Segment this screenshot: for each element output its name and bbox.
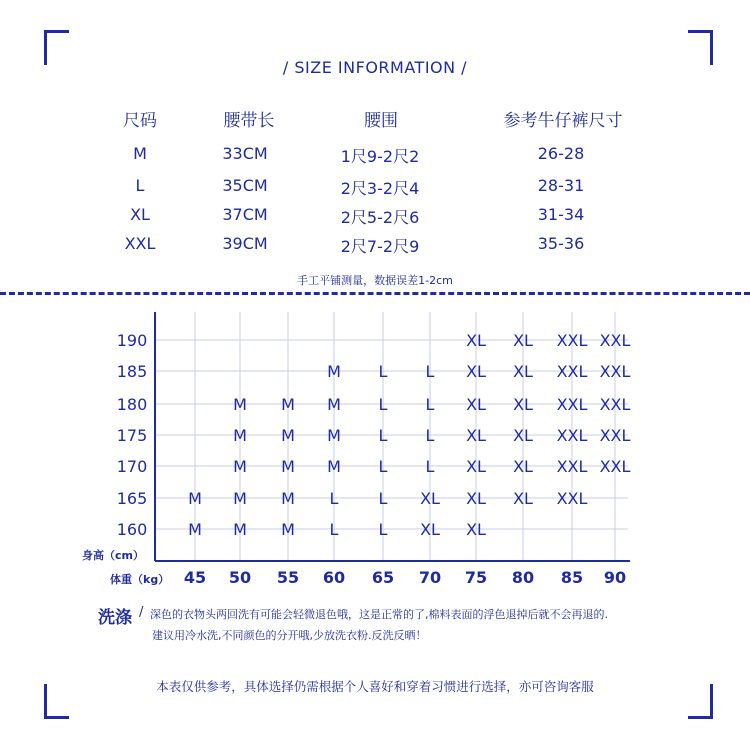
y-tick-label: 165 xyxy=(116,489,148,508)
page-title: / SIZE INFORMATION / xyxy=(282,58,468,77)
size-cell: M xyxy=(327,362,341,381)
wash-instructions-line-2: 建议用冷水洗,不同颜色的分开哦,少放洗衣粉.反洗反晒！ xyxy=(152,629,427,642)
size-table-cell: 31-34 xyxy=(537,205,585,224)
x-tick-label: 80 xyxy=(511,568,535,587)
size-cell: XL xyxy=(466,489,486,508)
size-cell: M xyxy=(233,457,247,476)
measurement-note: 手工平铺测量，数据误差1-2cm xyxy=(297,274,453,287)
size-cell: XL xyxy=(513,362,533,381)
size-cell: L xyxy=(378,489,388,508)
size-cell: L xyxy=(378,426,388,445)
size-table-header: 腰围 xyxy=(364,111,398,131)
size-cell: XXL xyxy=(556,489,588,508)
x-tick-label: 65 xyxy=(371,568,395,587)
size-cell: XL xyxy=(466,457,486,476)
size-cell: XXL xyxy=(599,331,631,350)
size-table-cell: 37CM xyxy=(222,205,268,224)
size-cell: XL xyxy=(513,426,533,445)
size-table-cell: 2尺3-2尺4 xyxy=(340,179,420,198)
x-axis-label: 体重（kg） xyxy=(110,573,170,586)
size-cell: XL xyxy=(513,331,533,350)
y-axis-label: 身高（cm） xyxy=(82,549,144,562)
y-tick-label: 180 xyxy=(116,395,148,414)
size-cell: M xyxy=(233,426,247,445)
size-cell: XL xyxy=(466,395,486,414)
size-table-cell: 2尺5-2尺6 xyxy=(340,208,420,227)
wash-label: 洗涤 xyxy=(98,608,132,628)
size-table-cell: 2尺7-2尺9 xyxy=(340,237,420,256)
size-cell: XL xyxy=(466,520,486,539)
size-cell: M xyxy=(188,520,202,539)
size-table-header: 腰带长 xyxy=(223,111,275,131)
size-cell: XL xyxy=(466,426,486,445)
size-cell: L xyxy=(329,520,339,539)
size-table-cell: 33CM xyxy=(222,144,268,163)
size-cell: L xyxy=(378,520,388,539)
size-cell: L xyxy=(425,426,435,445)
size-cell: XL xyxy=(466,331,486,350)
size-table-header: 尺码 xyxy=(123,111,157,131)
size-cell: M xyxy=(188,489,202,508)
x-tick-label: 90 xyxy=(603,568,627,587)
size-cell: XL xyxy=(466,362,486,381)
footer-note: 本表仅供参考，具体选择仍需根据个人喜好和穿着习惯进行选择，亦可咨询客服 xyxy=(156,679,594,694)
size-cell: L xyxy=(425,362,435,381)
x-tick-label: 60 xyxy=(322,568,346,587)
x-tick-label: 55 xyxy=(276,568,300,587)
size-cell: M xyxy=(233,489,247,508)
size-cell: XXL xyxy=(556,395,588,414)
wash-slash: / xyxy=(139,605,144,620)
size-table-cell: L xyxy=(135,176,145,195)
size-table-cell: 35-36 xyxy=(537,234,585,253)
size-cell: M xyxy=(327,426,341,445)
size-cell: M xyxy=(233,520,247,539)
size-cell: XXL xyxy=(599,395,631,414)
y-tick-label: 160 xyxy=(116,520,148,539)
size-cell: XL xyxy=(513,395,533,414)
y-tick-label: 185 xyxy=(116,362,148,381)
size-cell: XL xyxy=(513,457,533,476)
size-cell: M xyxy=(327,395,341,414)
x-tick-label: 70 xyxy=(418,568,442,587)
y-tick-label: 190 xyxy=(116,331,148,350)
size-cell: M xyxy=(281,457,295,476)
x-tick-label: 85 xyxy=(560,568,584,587)
size-cell: M xyxy=(281,520,295,539)
size-cell: M xyxy=(327,457,341,476)
size-cell: XXL xyxy=(599,426,631,445)
x-tick-label: 75 xyxy=(464,568,488,587)
size-cell: L xyxy=(378,395,388,414)
size-cell: L xyxy=(425,457,435,476)
y-tick-label: 175 xyxy=(116,426,148,445)
size-cell: M xyxy=(281,426,295,445)
size-cell: L xyxy=(378,362,388,381)
size-table-cell: M xyxy=(133,144,147,163)
size-cell: XXL xyxy=(599,457,631,476)
size-cell: XXL xyxy=(556,331,588,350)
wash-instructions-line-1: 深色的衣物头两回洗有可能会轻微退色哦，这是正常的了,棉料表面的浮色退掉后就不会再退的. xyxy=(150,608,608,621)
size-cell: M xyxy=(281,395,295,414)
size-table-cell: XL xyxy=(130,205,150,224)
size-cell: XXL xyxy=(556,362,588,381)
size-cell: XL xyxy=(420,489,440,508)
size-table-cell: 39CM xyxy=(222,234,268,253)
size-cell: L xyxy=(378,457,388,476)
size-cell: XXL xyxy=(556,426,588,445)
x-tick-label: 50 xyxy=(228,568,252,587)
size-cell: M xyxy=(281,489,295,508)
size-cell: L xyxy=(425,395,435,414)
size-cell: M xyxy=(233,395,247,414)
size-cell: XL xyxy=(513,489,533,508)
size-table-cell: XXL xyxy=(124,234,156,253)
size-table-cell: 35CM xyxy=(222,176,268,195)
size-table-cell: 28-31 xyxy=(537,176,585,195)
size-cell: L xyxy=(329,489,339,508)
y-tick-label: 170 xyxy=(116,457,148,476)
size-cell: XXL xyxy=(556,457,588,476)
size-cell: XXL xyxy=(599,362,631,381)
x-tick-label: 45 xyxy=(183,568,207,587)
size-table-cell: 26-28 xyxy=(537,144,585,163)
size-table-cell: 1尺9-2尺2 xyxy=(340,147,420,166)
size-table-header: 参考牛仔裤尺寸 xyxy=(503,111,623,131)
size-cell: XL xyxy=(420,520,440,539)
